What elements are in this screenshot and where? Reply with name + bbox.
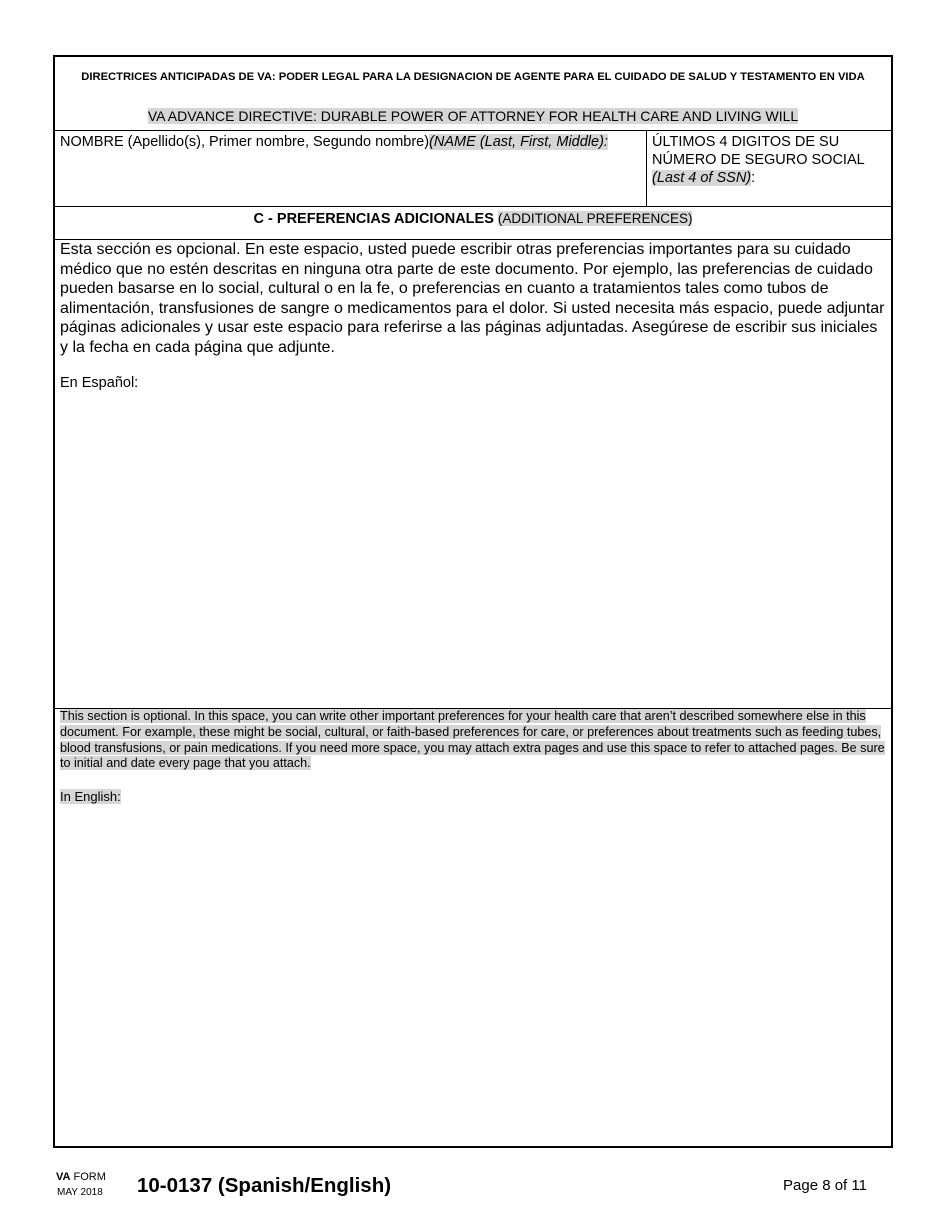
- ssn-label-colon: :: [751, 170, 756, 186]
- va-form-mark: [56, 1170, 106, 1184]
- ssn-label-spanish-line1: ÚLTIMOS 4 DIGITOS DE SU: [652, 134, 840, 150]
- form-frame: [53, 55, 893, 1148]
- section-title: [55, 207, 891, 240]
- identification-row: [55, 131, 891, 207]
- form-date: MAY 2018: [57, 1187, 103, 1198]
- english-label: In English:: [60, 789, 121, 805]
- section-title-english: (ADDITIONAL PREFERENCES): [497, 211, 693, 226]
- section-title-spanish: C - PREFERENCIAS ADICIONALES: [253, 211, 494, 227]
- spanish-preferences-area[interactable]: [55, 240, 891, 709]
- page-number: Page 8 of 11: [783, 1177, 867, 1194]
- ssn-label-spanish-line2: NÚMERO DE SEGURO SOCIAL: [652, 152, 865, 168]
- va-mark: VA: [56, 1171, 71, 1183]
- name-label-spanish: NOMBRE (Apellido(s), Primer nombre, Segundo nombre): [60, 134, 430, 150]
- form-number: 10-0137 (Spanish/English): [137, 1174, 392, 1197]
- english-preferences-area[interactable]: [55, 709, 891, 806]
- english-instructions: [60, 709, 886, 772]
- name-label-english: (NAME (Last, First, Middle):: [429, 134, 608, 150]
- spanish-instructions: Esta sección es opcional. En este espacio, usted puede escribir otras preferencias importantes para su cuidado médico que no estén descritas en ninguna otra parte de este documento. Por ejemplo, las preferencias de cuidado pueden basarse en lo social, cultural o en la fe, o preferencias en cuanto a tratamientos tales como tubos de alimentación, transfusiones de sangre o medicamentos para el dolor. Si usted necesita más espacio, puede adjuntar páginas adicionales y usar este espacio para referirse a las páginas adjuntadas. Asegúrese de escribir sus iniciales y la fecha en cada página que adjunte.: [60, 241, 885, 356]
- page-footer: [56, 1170, 950, 1210]
- english-instructions-text: This section is optional. In this space, you can write other important preferences for your health care that aren’t described somewhere else in this document. For example, these might be social, cultural, or faith-based preferences for care, or preferences about treatments such as feeding tubes, blood transfusions, or pain medications. If you need more space, you may attach extra pages and use this space to refer to attached pages. Be sure to initial and date every page that you attach.: [60, 709, 885, 771]
- ssn-field[interactable]: [647, 131, 891, 206]
- name-field[interactable]: [55, 131, 647, 206]
- ssn-label-english: (Last 4 of SSN): [652, 170, 752, 186]
- form-header: [55, 57, 891, 131]
- spanish-label: En Español:: [60, 375, 139, 391]
- form-title-english-text: VA ADVANCE DIRECTIVE: DURABLE POWER OF ATTORNEY FOR HEALTH CARE AND LIVING WILL: [147, 108, 799, 124]
- form-title-english: [55, 108, 891, 124]
- form-title-spanish: DIRECTRICES ANTICIPADAS DE VA: PODER LEGAL PARA LA DESIGNACION DE AGENTE PARA EL CUIDADO DE SALUD Y TESTAMENTO EN VIDA: [81, 71, 865, 83]
- form-word: FORM: [73, 1171, 106, 1183]
